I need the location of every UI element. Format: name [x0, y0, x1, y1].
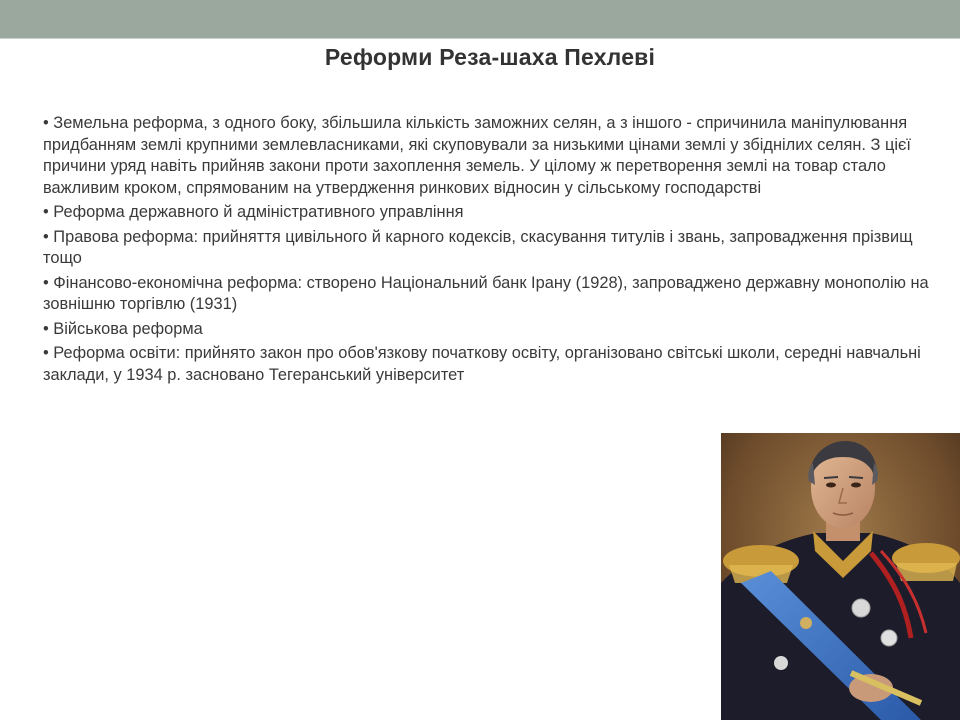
slide-title: Реформи Реза-шаха Пехлеві	[324, 44, 656, 70]
bullet-list	[43, 113, 943, 389]
bullet-item: • Фінансово-економічна реформа: створено Національний банк Ірану (1928), запроваджено державну монополію на зовнішню торгівлю (1931)	[43, 273, 929, 313]
bullet-item: • Військова реформа	[43, 319, 203, 338]
bullet-item: • Правова реформа: прийняття цивільного й карного кодексів, скасування титулів і звань, запровадження прізвищ тощо	[43, 227, 913, 267]
bullet-item: • Реформа освіти: прийнято закон про обов'язкову початкову освіту, організовано світські школи, середні навчальні заклади, у 1934 р. засновано Тегеранський університет	[43, 344, 921, 384]
top-band	[0, 0, 960, 39]
bullet-item: • Земельна реформа, з одного боку, збільшила кількість заможних селян, а з іншого - спричинила маніпулювання придбанням землі крупними землевласниками, які скуповували за низькими цінами землі у збіднілих селян. З цієї причини уряд навіть прийняв закони проти захоплення земель. У цілому ж перетворення землі на товар стало важливим кроком, спрямованим на утвердження ринкових відносин у сільському господарстві	[43, 114, 911, 197]
bullet-item: • Реформа державного й адміністративного управління	[43, 203, 464, 221]
portrait-photo	[721, 433, 960, 720]
portrait-illustration	[721, 433, 960, 720]
